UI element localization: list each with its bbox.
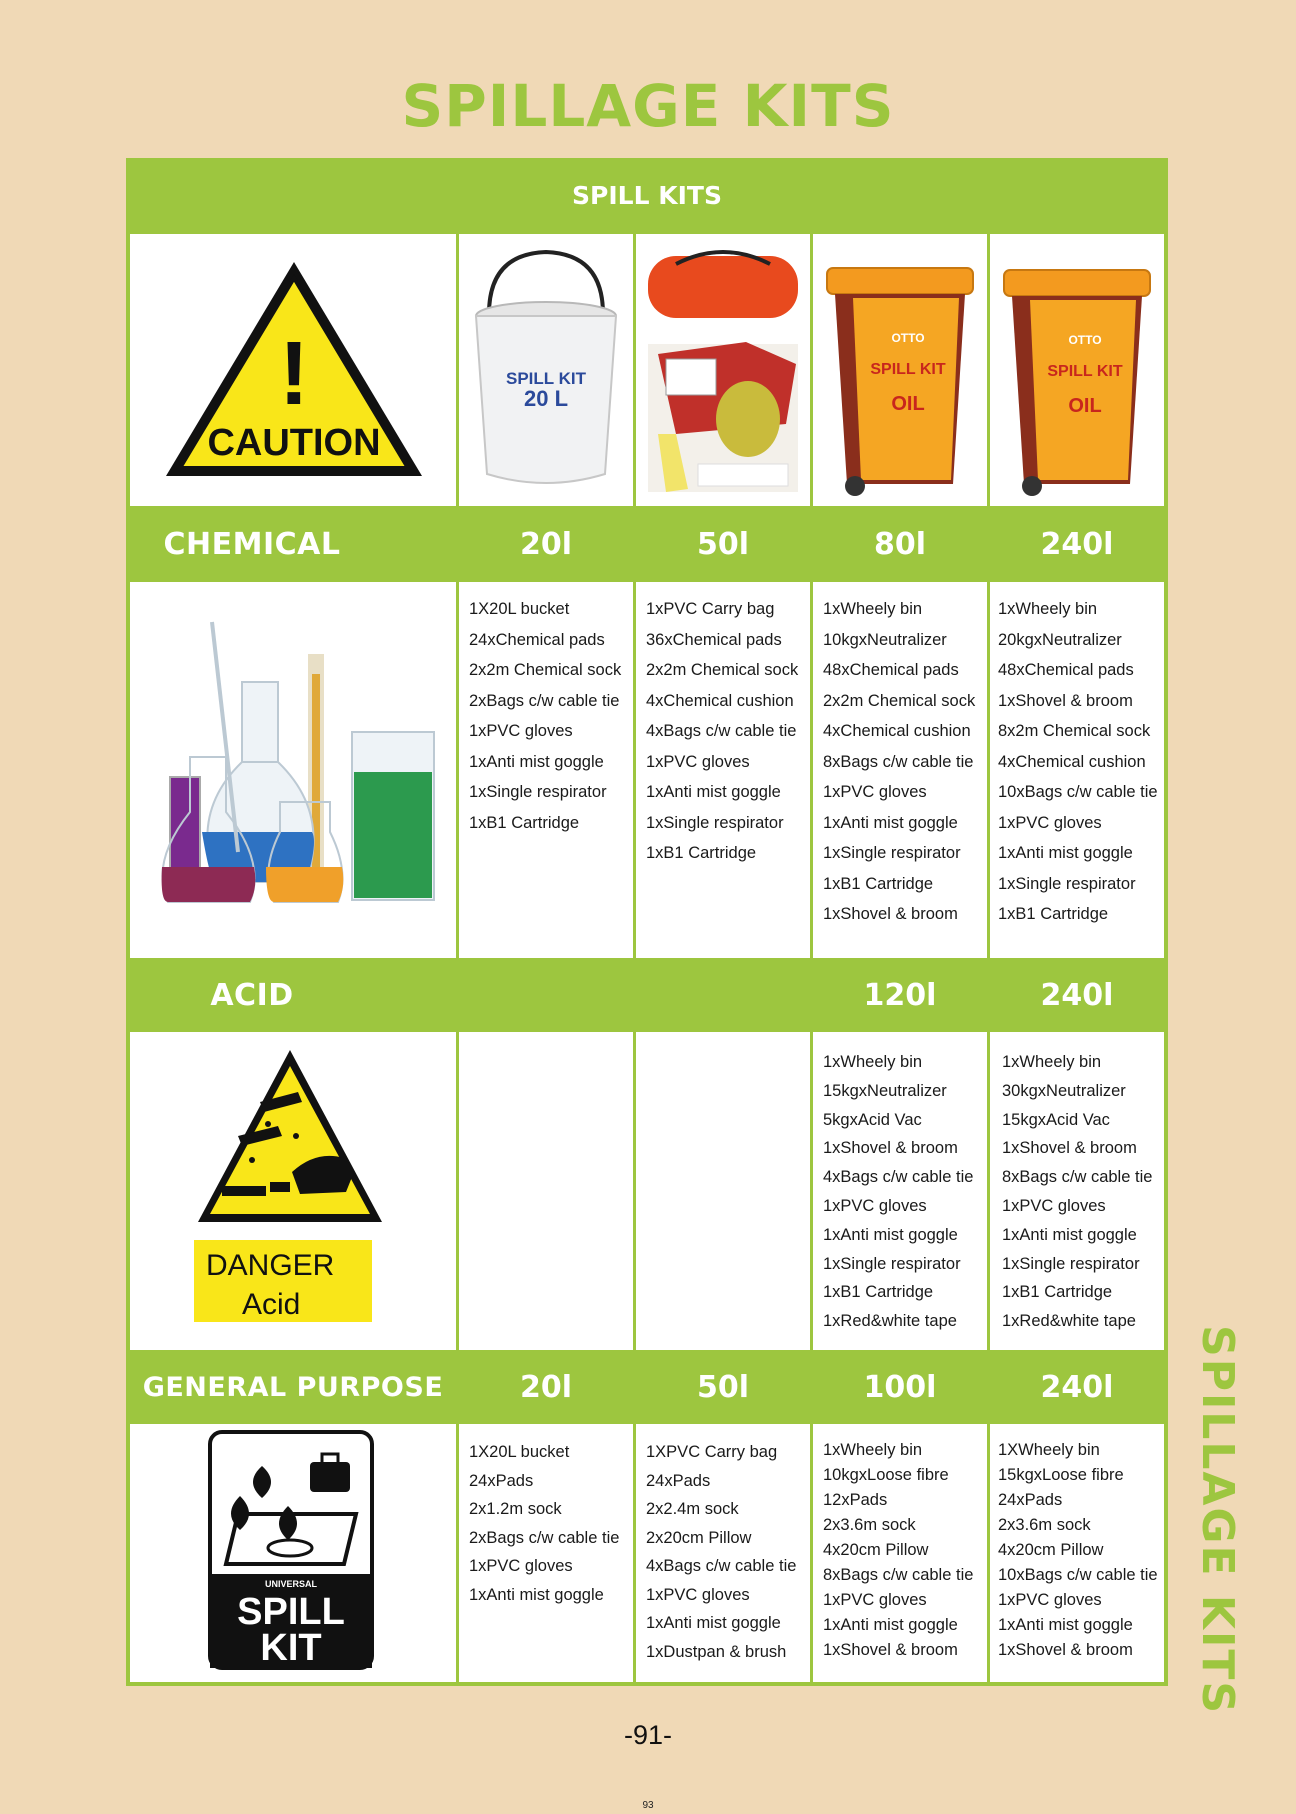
- acid-volume-3: 120l: [863, 977, 937, 1013]
- acid-label: ACID: [210, 977, 294, 1013]
- bin-label-line2: OIL: [891, 393, 925, 415]
- contents-item: 1xAnti mist goggle: [1002, 1225, 1137, 1244]
- contents-item: 1xAnti mist goggle: [469, 752, 604, 771]
- general-volume-4: 240l: [1040, 1369, 1114, 1405]
- corrosive-hazard-icon: [130, 1032, 456, 1350]
- chemical-label: CHEMICAL: [163, 526, 341, 562]
- universal-spill-kit-icon: [130, 1424, 456, 1682]
- contents-item: 15kgxLoose fibre: [998, 1466, 1124, 1484]
- contents-item: 1xShovel & broom: [823, 1641, 958, 1659]
- contents-item: 36xChemical pads: [646, 630, 782, 649]
- contents-item: 8xBags c/w cable tie: [1002, 1168, 1153, 1187]
- general-contents-2: [636, 1424, 810, 1682]
- general-volume-2: 50l: [696, 1369, 750, 1405]
- contents-item: 8xBags c/w cable tie: [823, 1566, 974, 1584]
- contents-item: 1xPVC gloves: [469, 722, 573, 740]
- acid-sign-line1: DANGER: [206, 1249, 335, 1282]
- contents-item: 5kgxAcid Vac: [823, 1110, 922, 1129]
- contents-item: 1xSingle respirator: [469, 783, 607, 801]
- contents-item: 4xBags c/w cable tie: [646, 1557, 797, 1575]
- contents-item: 4xBags c/w cable tie: [823, 1168, 974, 1187]
- contents-item: 4xBags c/w cable tie: [646, 722, 797, 740]
- contents-item: 1xB1 Cartridge: [469, 813, 580, 832]
- contents-item: 2x2m Chemical sock: [469, 661, 622, 679]
- acid-contents-1: [459, 1032, 633, 1350]
- wheelie-bin-240-image-cell: [990, 234, 1164, 506]
- contents-item: 1xAnti mist goggle: [823, 813, 958, 832]
- contents-item: 2x1.2m sock: [469, 1500, 562, 1518]
- universal-sign-line2: KIT: [260, 1627, 322, 1669]
- contents-item: 10xBags c/w cable tie: [998, 1566, 1158, 1584]
- contents-item: 1xB1 Cartridge: [646, 844, 757, 862]
- bucket-image-cell: [459, 234, 633, 506]
- table-header: SPILL KITS: [572, 180, 722, 210]
- contents-item: 15kgxAcid Vac: [1002, 1110, 1110, 1129]
- chemical-contents-1: [459, 582, 633, 958]
- contents-item: 1xPVC gloves: [823, 1196, 927, 1215]
- contents-item: 1xAnti mist goggle: [823, 1225, 958, 1244]
- contents-list: [469, 1438, 633, 1609]
- contents-item: 1xB1 Cartridge: [1002, 1283, 1113, 1302]
- bucket-label-line1: SPILL KIT: [506, 369, 586, 388]
- contents-item: 1xAnti mist goggle: [998, 1616, 1133, 1634]
- contents-list: [646, 594, 810, 869]
- contents-item: 15kgxNeutralizer: [823, 1081, 947, 1100]
- contents-item: 1xPVC gloves: [1002, 1196, 1106, 1215]
- caution-image-cell: [130, 234, 456, 506]
- contents-item: 1xRed&white tape: [1002, 1312, 1136, 1331]
- contents-item: 1xB1 Cartridge: [998, 905, 1109, 923]
- contents-item: 24xPads: [469, 1471, 534, 1490]
- contents-item: 4xChemical cushion: [646, 691, 794, 710]
- side-title: SPILLAGE KITS: [1192, 1325, 1243, 1716]
- contents-item: 1xRed&white tape: [823, 1312, 957, 1331]
- spill-kits-table: [126, 158, 1168, 1686]
- contents-item: 2x2m Chemical sock: [646, 661, 799, 679]
- acid-sign-cell: [130, 1032, 456, 1350]
- glassware-image-cell: [130, 582, 456, 958]
- universal-sign-small: UNIVERSAL: [264, 1579, 318, 1589]
- chemical-volume-3: 80l: [873, 526, 927, 562]
- contents-list: [823, 1048, 987, 1336]
- chemical-volume-4: 240l: [1040, 526, 1114, 562]
- contents-item: 1xSingle respirator: [646, 813, 784, 832]
- general-contents-3: [813, 1424, 987, 1682]
- contents-item: 1xPVC gloves: [646, 752, 750, 771]
- contents-item: 24xPads: [646, 1471, 711, 1490]
- contents-item: 12xPads: [823, 1491, 888, 1509]
- contents-item: 2x3.6m sock: [998, 1516, 1091, 1534]
- contents-item: 2x2m Chemical sock: [823, 691, 976, 710]
- universal-sign-cell: [130, 1424, 456, 1682]
- contents-item: 24xPads: [998, 1491, 1063, 1509]
- acid-contents-4: [990, 1032, 1164, 1350]
- contents-item: 1xAnti mist goggle: [998, 844, 1133, 862]
- contents-item: 1xShovel & broom: [998, 1641, 1133, 1659]
- contents-item: 2xBags c/w cable tie: [469, 1528, 620, 1547]
- carry-bag-image-cell: [636, 234, 810, 506]
- contents-item: 4x20cm Pillow: [998, 1541, 1104, 1559]
- bin-brand: OTTO: [891, 331, 925, 345]
- bin-label-line1: SPILL KIT: [870, 361, 946, 378]
- wheelie-bin-image: [990, 234, 1164, 506]
- acid-volume-1: [459, 960, 633, 1030]
- bin-label-line1: SPILL KIT: [1047, 363, 1123, 380]
- general-contents-1: [459, 1424, 633, 1682]
- chemical-contents-4: [990, 582, 1164, 958]
- contents-item: 8xBags c/w cable tie: [823, 752, 974, 771]
- general-volume-1: 20l: [519, 1369, 573, 1405]
- contents-item: 1xWheely bin: [823, 1441, 923, 1459]
- contents-item: 1xSingle respirator: [1002, 1254, 1140, 1273]
- caution-mark: !: [279, 324, 309, 424]
- acid-volume-4: 240l: [1040, 977, 1114, 1013]
- contents-item: 1xSingle respirator: [823, 844, 961, 862]
- acid-sign-line2: Acid: [242, 1288, 301, 1321]
- universal-sign-line1: SPILL: [237, 1591, 345, 1633]
- bucket-label-line2: 20 L: [523, 386, 569, 411]
- contents-item: 4x20cm Pillow: [823, 1541, 929, 1559]
- contents-list: [1002, 1048, 1164, 1336]
- caution-text: CAUTION: [207, 422, 381, 464]
- contents-item: 1XWheely bin: [998, 1441, 1100, 1459]
- contents-item: 20kgxNeutralizer: [998, 630, 1122, 649]
- contents-item: 1xPVC gloves: [646, 1585, 750, 1604]
- contents-item: 1xPVC gloves: [998, 1591, 1102, 1609]
- contents-item: 30kgxNeutralizer: [1002, 1081, 1126, 1100]
- contents-item: 4xChemical cushion: [823, 722, 971, 740]
- contents-item: 48xChemical pads: [998, 661, 1134, 679]
- contents-item: 8x2m Chemical sock: [998, 722, 1151, 740]
- contents-item: 2x2.4m sock: [646, 1500, 739, 1518]
- general-volume-3: 100l: [863, 1369, 937, 1405]
- contents-item: 2x20cm Pillow: [646, 1528, 752, 1547]
- bin-label-line2: OIL: [1068, 395, 1102, 417]
- contents-item: 1X20L bucket: [469, 600, 570, 618]
- chemical-volume-2: 50l: [696, 526, 750, 562]
- contents-item: 1xB1 Cartridge: [823, 1283, 934, 1302]
- contents-item: 4xChemical cushion: [998, 752, 1146, 771]
- contents-item: 1X20L bucket: [469, 1443, 570, 1461]
- contents-item: 1xShovel & broom: [998, 691, 1133, 710]
- general-purpose-label: GENERAL PURPOSE: [142, 1371, 444, 1403]
- contents-item: 24xChemical pads: [469, 630, 605, 649]
- carry-bag-image: [636, 234, 810, 506]
- contents-list: [823, 594, 987, 930]
- page-title: SPILLAGE KITS: [401, 72, 895, 140]
- contents-item: 1xWheely bin: [823, 600, 923, 618]
- contents-item: 2xBags c/w cable tie: [469, 691, 620, 710]
- contents-item: 1xPVC Carry bag: [646, 600, 775, 618]
- contents-item: 1xDustpan & brush: [646, 1642, 787, 1661]
- contents-item: 1xWheely bin: [998, 600, 1098, 618]
- contents-item: 10kgxLoose fibre: [823, 1466, 949, 1484]
- contents-item: 1xWheely bin: [823, 1053, 923, 1071]
- caution-warning-icon: [130, 234, 456, 506]
- contents-item: 1xSingle respirator: [823, 1254, 961, 1273]
- spill-bucket-image: [459, 234, 633, 506]
- footer-number: 93: [642, 1800, 654, 1811]
- page-number: -91-: [623, 1720, 672, 1750]
- contents-item: 1xAnti mist goggle: [823, 1616, 958, 1634]
- contents-list: [646, 1438, 810, 1666]
- acid-contents-3: [813, 1032, 987, 1350]
- contents-list: [469, 594, 633, 838]
- contents-item: 1xShovel & broom: [823, 905, 958, 923]
- contents-item: 1xAnti mist goggle: [469, 1585, 604, 1604]
- contents-item: 1xShovel & broom: [1002, 1139, 1137, 1158]
- lab-glassware-image: [130, 582, 456, 958]
- contents-list: [998, 594, 1164, 930]
- wheelie-bin-80-image-cell: [813, 234, 987, 506]
- contents-item: 48xChemical pads: [823, 661, 959, 679]
- chemical-contents-3: [813, 582, 987, 958]
- bin-brand: OTTO: [1068, 333, 1102, 347]
- contents-item: 2x3.6m sock: [823, 1516, 916, 1534]
- contents-item: 1xAnti mist goggle: [646, 783, 781, 801]
- contents-item: 1xB1 Cartridge: [823, 874, 934, 893]
- acid-contents-2: [636, 1032, 810, 1350]
- contents-item: 1xShovel & broom: [823, 1139, 958, 1158]
- contents-list: [823, 1438, 987, 1663]
- contents-item: 1xPVC gloves: [823, 1591, 927, 1609]
- chemical-contents-2: [636, 582, 810, 958]
- contents-item: 10kgxNeutralizer: [823, 630, 947, 649]
- chemical-volume-1: 20l: [519, 526, 573, 562]
- contents-item: 10xBags c/w cable tie: [998, 783, 1158, 801]
- wheelie-bin-image: [813, 234, 987, 506]
- acid-volume-2: [636, 960, 810, 1030]
- contents-item: 1xPVC gloves: [469, 1557, 573, 1575]
- contents-item: 1xAnti mist goggle: [646, 1614, 781, 1632]
- general-contents-4: [990, 1424, 1164, 1682]
- contents-item: 1XPVC Carry bag: [646, 1443, 778, 1461]
- contents-item: 1xWheely bin: [1002, 1053, 1102, 1071]
- contents-item: 1xPVC gloves: [998, 813, 1102, 832]
- contents-item: 1xSingle respirator: [998, 874, 1136, 893]
- contents-list: [998, 1438, 1164, 1663]
- contents-item: 1xPVC gloves: [823, 783, 927, 801]
